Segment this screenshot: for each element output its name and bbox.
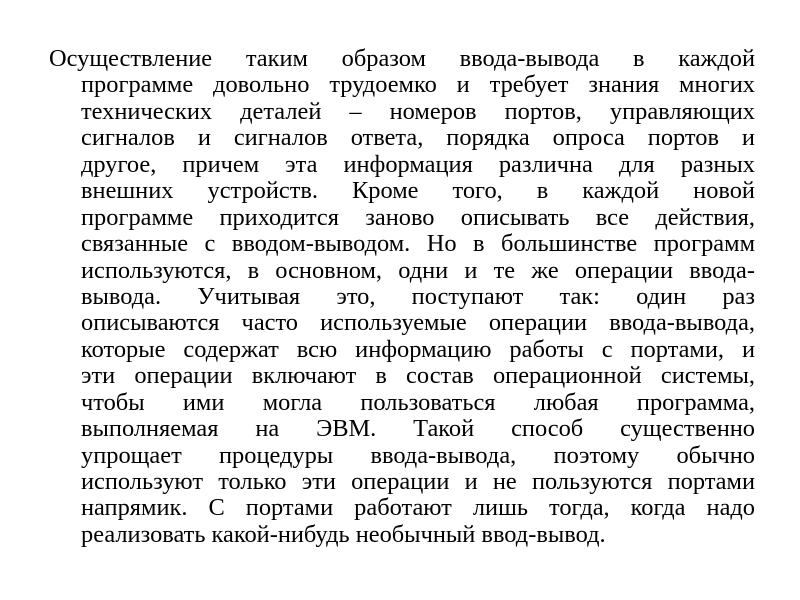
paragraph-line-18: напрямик. С портами работают лишь тогда, когда надо [81,494,755,522]
paragraph-line-1: Осуществление таким образом ввода-вывода в каждой [49,45,756,72]
paragraph-line-6: внешних устройств. Кроме того, в каждой новой [81,177,755,205]
paragraph-line-8: связанные с вводом-выводом. Но в большинстве программ [81,230,755,258]
paragraph-line-15: выполняемая на ЭВМ. Такой способ существенно [81,415,755,443]
paragraph-line-3: технических деталей – номеров портов, управляющих [81,97,755,125]
paragraph-line-13: эти операции включают в состав операционной системы, [81,362,755,390]
paragraph-line-17: используют только эти операции и не пользуются портами [81,468,755,495]
paragraph-line-9: используются, в основном, одни и те же операции ввода- [81,256,755,284]
paragraph-line-10: вывода. Учитывая это, поступают так: один раз [81,282,755,310]
paragraph-line-4: сигналов и сигналов ответа, порядка опроса портов и [81,124,755,152]
paragraph-line-14: чтобы ими могла пользоваться любая программа, [81,388,755,416]
paragraph-line-2: программе довольно трудоемко и требует знания многих [81,71,755,99]
paragraph-line-19: реализовать какой-нибудь необычный ввод-вывод. [81,520,606,548]
paragraph-line-12: которые содержат всю информацию работы с портами, и [81,335,755,363]
paragraph-line-7: программе приходится заново описывать все действия, [81,203,755,231]
body-paragraph [49,46,755,548]
paragraph-line-11: описываются часто используемые операции ввода-вывода, [81,309,755,337]
paragraph-line-5: другое, причем эта информация различна для разных [81,150,755,178]
paragraph-line-16: упрощает процедуры ввода-вывода, поэтому обычно [81,441,755,469]
